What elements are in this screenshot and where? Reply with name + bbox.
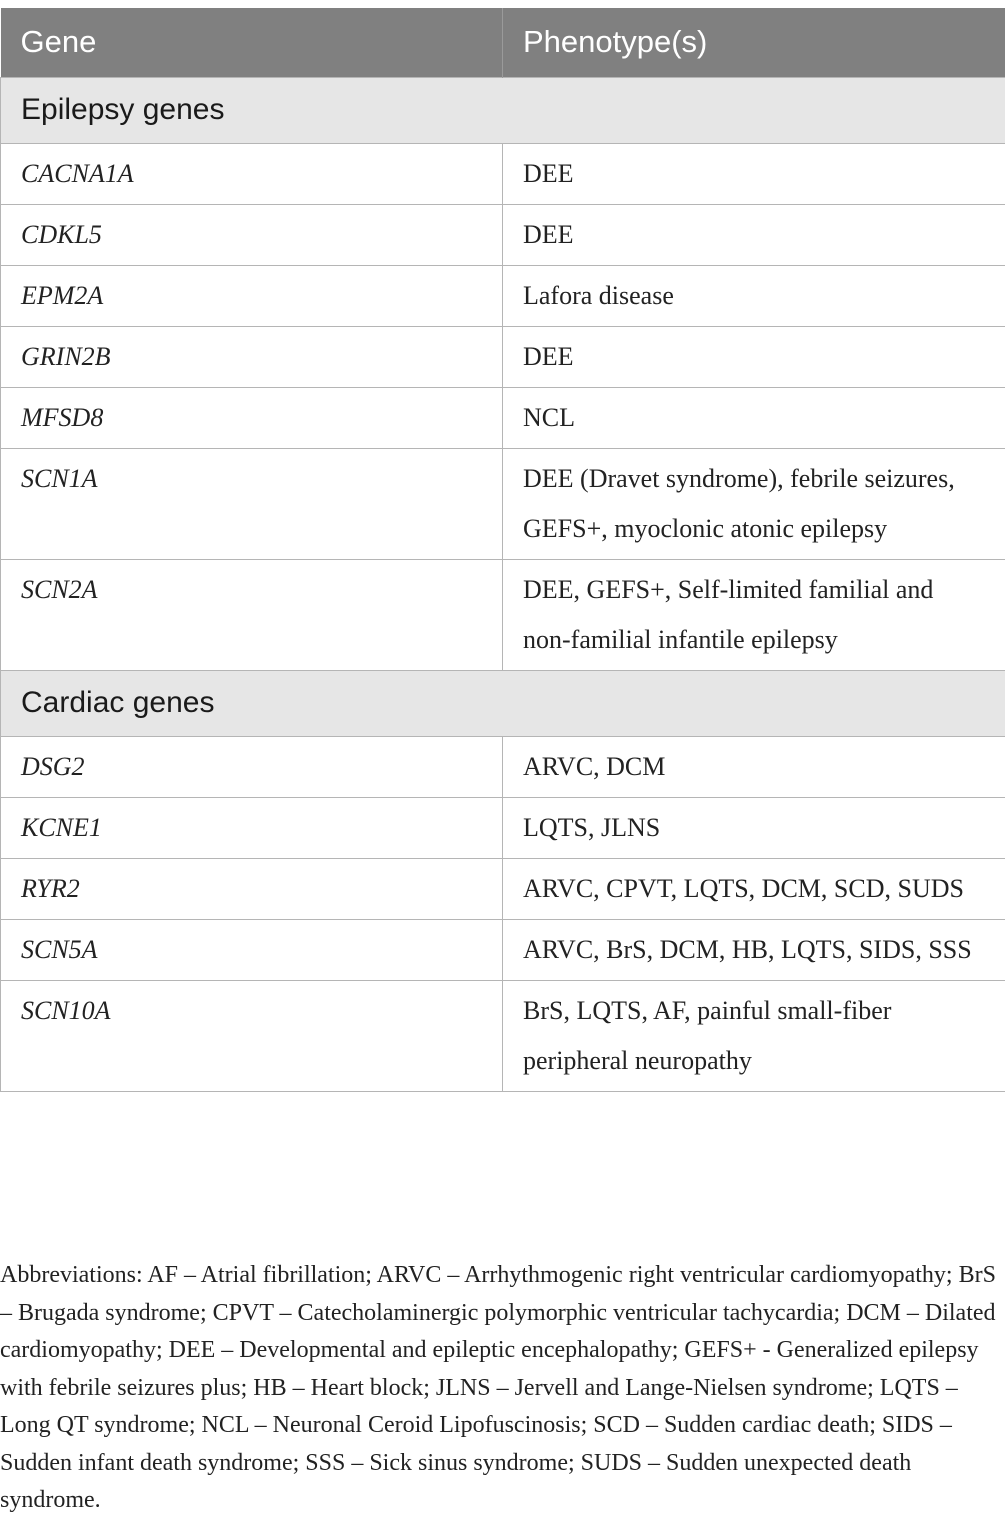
gene-cell: SCN2A xyxy=(1,559,503,670)
abbreviations-footnote: Abbreviations: AF – Atrial fibrillation; ARVC – Arrhythmogenic right ventricular cardiomyopathy; BrS – Brugada syndrome; CPVT – Catecholaminergic polymorphic ventricular tachycardia; DCM – Dilated cardiomyopathy; DEE – Developmental and epileptic encephalopathy; GEFS+ - Generalized epilepsy with febrile seizures plus; HB – Heart block; JLNS – Jervell and Lange-Nielsen syndrome; LQTS – Long QT syndrome; NCL – Neuronal Ceroid Lipofuscinosis; SCD – Sudden cardiac death; SIDS – Sudden infant death syndrome; SSS – Sick sinus syndrome; SUDS – Sudden unexpected death syndrome. xyxy=(0,1262,996,1513)
gene-cell: GRIN2B xyxy=(1,326,503,387)
gene-cell: MFSD8 xyxy=(1,387,503,448)
header-gene: Gene xyxy=(1,8,503,77)
table-row xyxy=(1,448,1005,559)
table-row xyxy=(1,204,1005,265)
phenotype-cell: DEE xyxy=(503,143,1005,204)
phenotype-cell: DEE xyxy=(503,204,1005,265)
gene-cell: EPM2A xyxy=(1,265,503,326)
header-phenotype: Phenotype(s) xyxy=(503,8,1005,77)
phenotype-cell: ARVC, DCM xyxy=(503,736,1005,797)
table-row xyxy=(1,143,1005,204)
table-row xyxy=(1,858,1005,919)
table-row xyxy=(1,797,1005,858)
phenotype-cell: ARVC, BrS, DCM, HB, LQTS, SIDS, SSS xyxy=(503,919,1005,980)
phenotype-cell: DEE (Dravet syndrome), febrile seizures, GEFS+, myoclonic atonic epilepsy xyxy=(503,448,1005,559)
phenotype-cell: NCL xyxy=(503,387,1005,448)
section-title: Cardiac genes xyxy=(1,670,1005,736)
phenotype-cell: BrS, LQTS, AF, painful small-fiber peripheral neuropathy xyxy=(503,980,1005,1091)
gene-cell: KCNE1 xyxy=(1,797,503,858)
gene-cell: CDKL5 xyxy=(1,204,503,265)
phenotype-cell: Lafora disease xyxy=(503,265,1005,326)
table-row xyxy=(1,387,1005,448)
phenotype-cell: ARVC, CPVT, LQTS, DCM, SCD, SUDS xyxy=(503,858,1005,919)
phenotype-cell: LQTS, JLNS xyxy=(503,797,1005,858)
gene-cell: SCN10A xyxy=(1,980,503,1091)
table-row xyxy=(1,559,1005,670)
section-title: Epilepsy genes xyxy=(1,77,1005,143)
table-body xyxy=(1,77,1005,1091)
table-row xyxy=(1,326,1005,387)
table-row xyxy=(1,736,1005,797)
gene-cell: SCN1A xyxy=(1,448,503,559)
section-header-row xyxy=(1,670,1005,736)
gene-cell: SCN5A xyxy=(1,919,503,980)
phenotype-cell: DEE, GEFS+, Self-limited familial and non-familial infantile epilepsy xyxy=(503,559,1005,670)
gene-cell: RYR2 xyxy=(1,858,503,919)
table-row xyxy=(1,980,1005,1091)
gene-cell: CACNA1A xyxy=(1,143,503,204)
section-header-row xyxy=(1,77,1005,143)
gene-phenotype-table xyxy=(0,8,1005,1092)
table-row xyxy=(1,919,1005,980)
table-row xyxy=(1,265,1005,326)
table-header-row xyxy=(1,8,1005,77)
gene-cell: DSG2 xyxy=(1,736,503,797)
phenotype-cell: DEE xyxy=(503,326,1005,387)
